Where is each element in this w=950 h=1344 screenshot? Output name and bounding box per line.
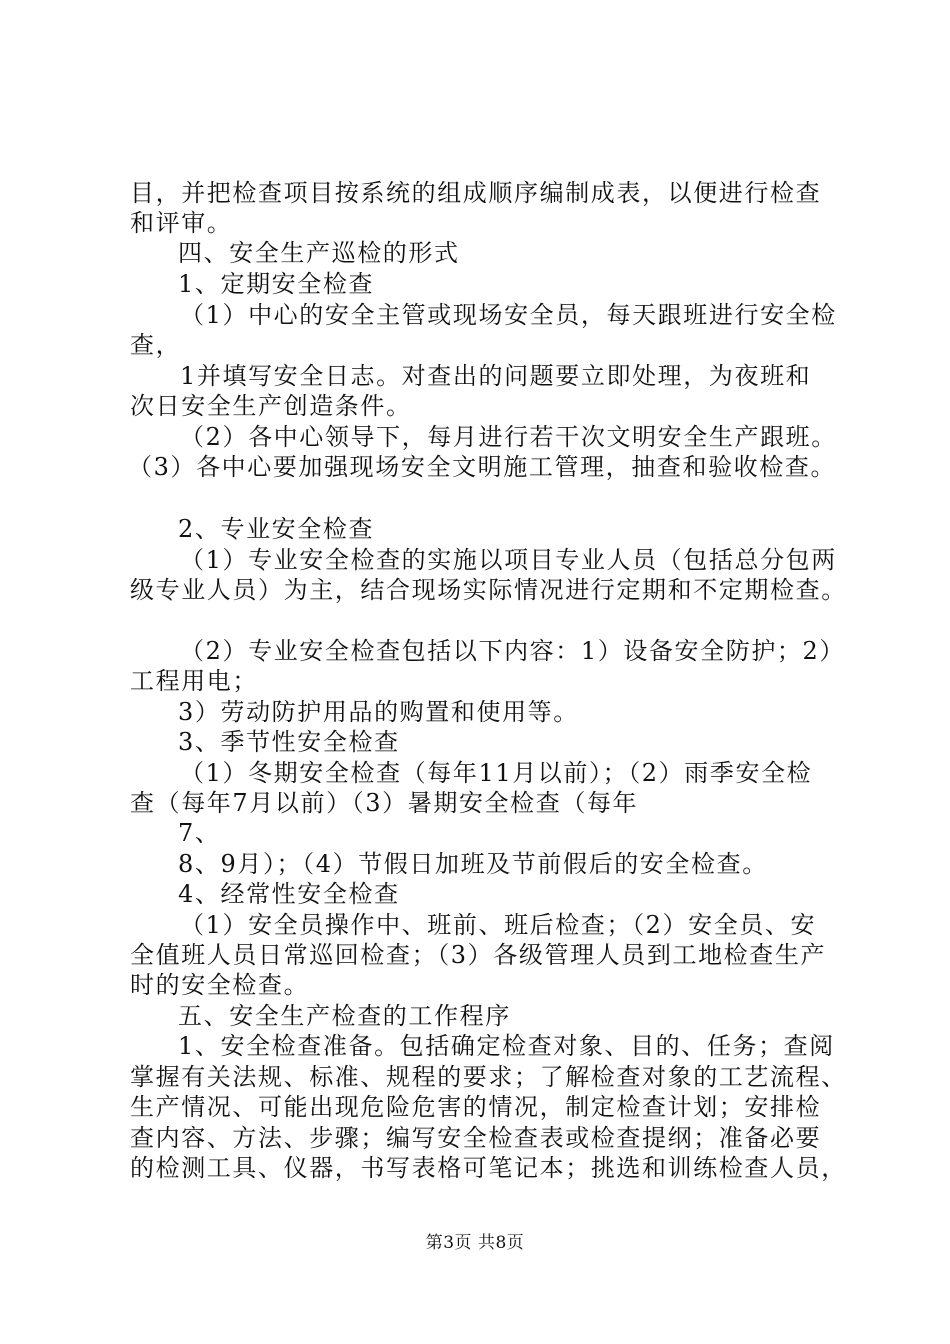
section-heading: 五、安全生产检查的工作程序: [178, 1002, 511, 1030]
text-line: （1）安全员操作中、班前、班后检查；（2）安全员、安: [180, 911, 817, 939]
text-line: 3）劳动防护用品的购置和使用等。: [178, 698, 579, 726]
text-line: 和评审。: [130, 209, 233, 237]
text-line: 的检测工具、仪器，书写表格可笔记本；挑选和训练检查人员，: [130, 1154, 847, 1182]
text-line: 查，: [130, 331, 182, 359]
text-line: （2）专业安全检查包括以下内容：1）设备安全防护；2）: [180, 637, 846, 665]
text-line: 掌握有关法规、标准、规程的要求；了解检查对象的工艺流程、: [130, 1063, 847, 1091]
subsection-heading: 1、定期安全检查: [178, 270, 375, 298]
subsection-heading: 4、经常性安全检查: [178, 880, 400, 908]
text-line: 次日安全生产创造条件。: [130, 392, 412, 420]
section-heading: 四、安全生产巡检的形式: [178, 239, 460, 267]
text-line: 级专业人员）为主，结合现场实际情况进行定期和不定期检查。: [130, 576, 847, 604]
text-line: 1并填写安全日志。对查出的问题要立即处理，为夜班和: [180, 362, 812, 390]
text-line: （1）中心的安全主管或现场安全员，每天跟班进行安全检: [180, 301, 837, 329]
text-line: 7、: [178, 819, 221, 847]
text-line: 目，并把检查项目按系统的组成顺序编制成表，以便进行检查: [130, 179, 822, 207]
text-line: 全值班人员日常巡回检查；（3）各级管理人员到工地检查生产: [130, 941, 827, 969]
subsection-heading: 2、专业安全检查: [178, 515, 375, 543]
text-line: 1、安全检查准备。包括确定检查对象、目的、任务；查阅: [178, 1032, 835, 1060]
text-line: 工程用电；: [130, 667, 258, 695]
text-line: 查（每年7月以前）（3）暑期安全检查（每年: [130, 789, 639, 817]
text-line: （3）各中心要加强现场安全文明施工管理，抽查和验收检查。: [128, 453, 837, 481]
text-line: （1）冬期安全检查（每年11月以前）；（2）雨季安全检: [180, 759, 813, 787]
text-line: （1）专业安全检查的实施以项目专业人员（包括总分包两: [180, 546, 837, 574]
text-line: 时的安全检查。: [130, 971, 310, 999]
text-line: 查内容、方法、步骤；编写安全检查表或检查提纲；准备必要: [130, 1124, 822, 1152]
text-line: 生产情况、可能出现危险危害的情况，制定检查计划；安排检: [130, 1093, 822, 1121]
text-line: 8、9月）；（4）节假日加班及节前假后的安全检查。: [178, 850, 768, 878]
text-line: （2）各中心领导下，每月进行若干次文明安全生产跟班。: [180, 423, 837, 451]
subsection-heading: 3、季节性安全检查: [178, 728, 400, 756]
page-number: 第3页 共8页: [425, 1233, 525, 1253]
